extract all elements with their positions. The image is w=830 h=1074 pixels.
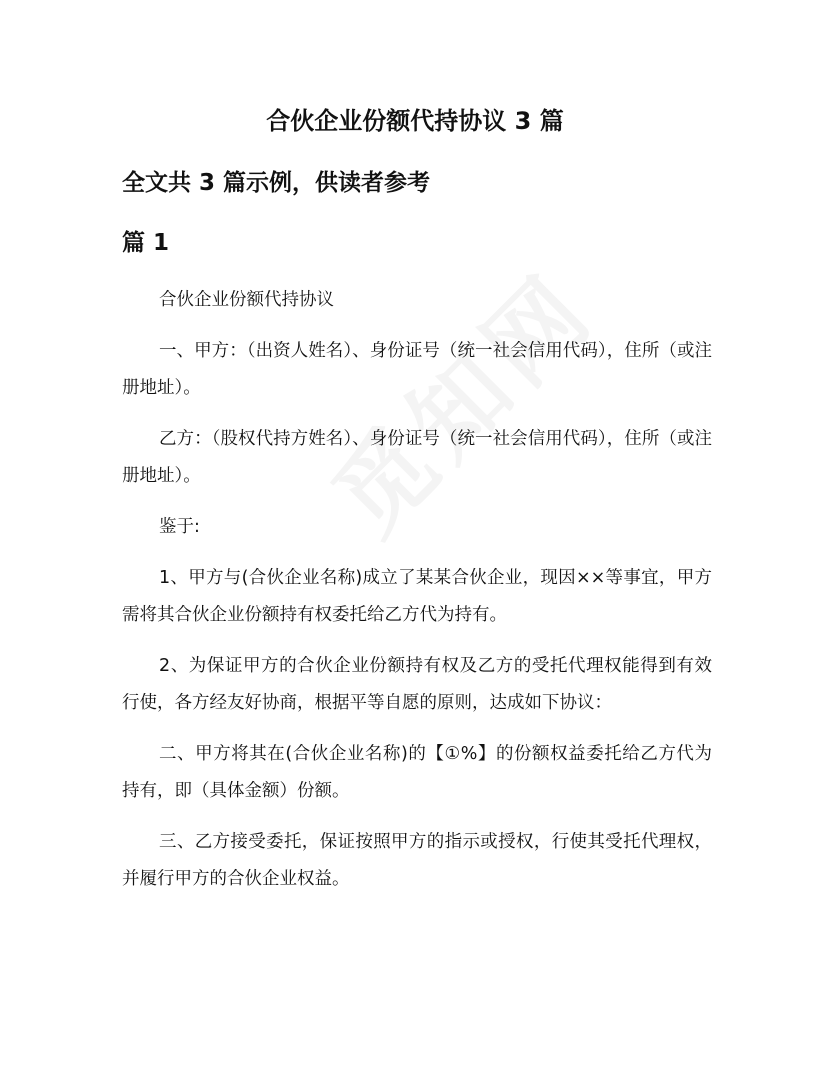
paragraph-agreement-name: 合伙企业份额代持协议 xyxy=(159,290,334,310)
paragraph-article-3: 三、乙方接受委托，保证按照甲方的指示或授权，行使其受托代理权，并履行甲方的合伙企业权益。 xyxy=(122,832,712,889)
paragraph-clause-1: 1、甲方与(合伙企业名称)成立了某某合伙企业，现因××等事宜，甲方需将其合伙企业份额持有权委托给乙方代为持有。 xyxy=(122,568,712,625)
section-heading: 篇 1 xyxy=(122,230,170,256)
paragraph-party-a: 一、甲方：（出资人姓名）、身份证号（统一社会信用代码），住所（或注册地址）。 xyxy=(122,341,712,398)
paragraph-party-b: 乙方：（股权代持方姓名）、身份证号（统一社会信用代码），住所（或注册地址）。 xyxy=(122,429,712,486)
document-subtitle: 全文共 3 篇示例，供读者参考 xyxy=(122,170,431,196)
document-title: 合伙企业份额代持协议 3 篇 xyxy=(266,107,564,135)
paragraph-clause-2: 2、为保证甲方的合伙企业份额持有权及乙方的受托代理权能得到有效行使，各方经友好协商，根据平等自愿的原则，达成如下协议： xyxy=(122,656,712,713)
document-body xyxy=(122,282,712,912)
paragraph-whereas: 鉴于: xyxy=(159,517,200,537)
paragraph-article-2: 二、甲方将其在(合伙企业名称)的【①%】的份额权益委托给乙方代为持有，即（具体金额）份额。 xyxy=(122,744,712,801)
